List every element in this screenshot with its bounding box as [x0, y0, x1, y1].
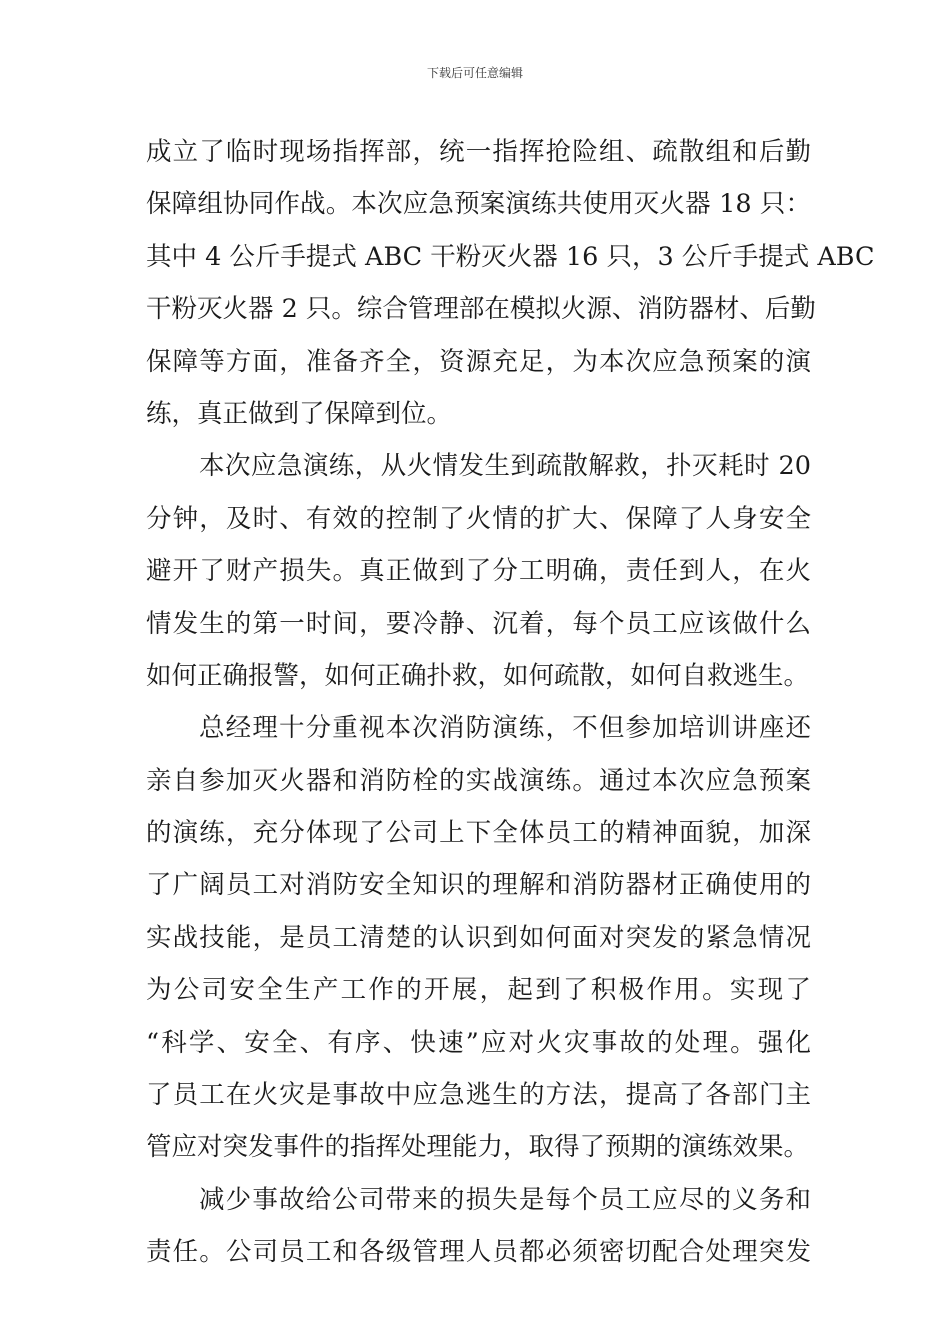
body-line: 保障组协同作战。本次应急预案演练共使用灭火器 18 只：	[146, 189, 811, 220]
body-line: 如何正确报警，如何正确扑救，如何疏散，如何自救逃生。	[146, 660, 810, 691]
document-body	[146, 126, 875, 1279]
body-line: 成立了临时现场指挥部，统一指挥抢险组、疏散组和后勤	[146, 137, 811, 167]
body-line: 管应对突发事件的指挥处理能力，取得了预期的演练效果。	[146, 1132, 810, 1163]
body-line: 亲自参加灭火器和消防栓的实战演练。通过本次应急预案	[146, 765, 811, 796]
body-line: 为公司安全生产工作的开展，起到了积极作用。实现了	[146, 975, 811, 1006]
body-line: 其中 4 公斤手提式 ABC 干粉灭火器 16 只，3 公斤手提式 ABC	[146, 241, 875, 272]
body-line: 责任。公司员工和各级管理人员都必须密切配合处理突发	[146, 1237, 811, 1268]
body-line: 了广阔员工对消防安全知识的理解和消防器材正确使用的	[146, 870, 811, 901]
body-line: 实战技能，是员工清楚的认识到如何面对突发的紧急情况	[146, 922, 811, 953]
body-line: 情发生的第一时间，要冷静、沉着，每个员工应该做什么	[146, 608, 811, 639]
body-line: 避开了财产损失。真正做到了分工明确，责任到人，在火	[146, 556, 811, 587]
body-line: 了员工在火灾是事故中应急逃生的方法，提高了各部门主	[146, 1080, 811, 1111]
body-line: 保障等方面，准备齐全，资源充足，为本次应急预案的演	[146, 346, 811, 377]
body-line: “科学、安全、有序、快速”应对火灾事故的处理。强化	[146, 1027, 811, 1058]
page-header-text: 下载后可任意编辑	[426, 66, 523, 80]
body-line: 干粉灭火器 2 只。综合管理部在模拟火源、消防器材、后勤	[146, 294, 816, 325]
body-line: 分钟，及时、有效的控制了火情的扩大、保障了人身安全	[146, 503, 811, 534]
body-line: 本次应急演练，从火情发生到疏散解救，扑灭耗时 20	[199, 451, 811, 482]
body-line: 练，真正做到了保障到位。	[146, 398, 453, 429]
body-line: 减少事故给公司带来的损失是每个员工应尽的义务和	[199, 1184, 811, 1215]
body-line: 总经理十分重视本次消防演练，不但参加培训讲座还	[199, 713, 811, 744]
body-line: 的演练，充分体现了公司上下全体员工的精神面貌，加深	[146, 818, 811, 849]
